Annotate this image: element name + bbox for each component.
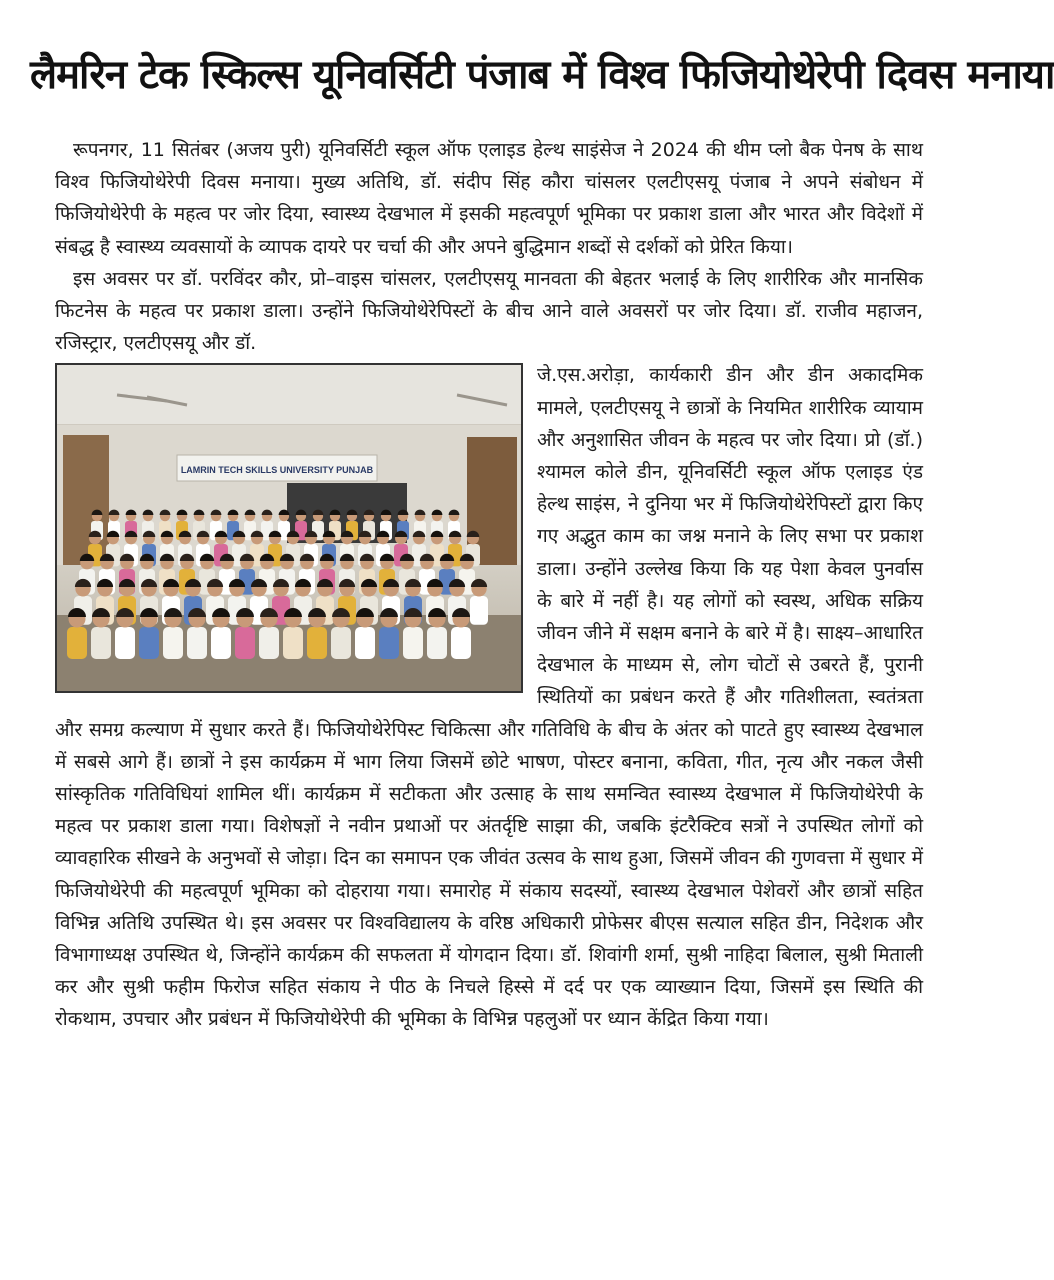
group-photo [55,363,523,693]
person-figure [470,596,488,625]
person-figure [235,627,255,659]
person-figure [67,627,87,659]
person-figure [115,627,135,659]
person-figure [451,627,471,659]
article-paragraph: जे.एस.अरोड़ा, कार्यकारी डीन और डीन अकादमिक मामले, एलटीएसयू ने छात्रों के नियमित शारीरिक व्यायाम और अनुशासित जीवन के महत्व पर जोर दिया। प्रो (डॉ.) श्यामल कोले डीन, यूनिवर्सिटी स्कूल ऑफ एलाइड एंड हेल्थ साइंस, ने दुनिया भर में फिजियोथेरेपिस्टों द्वारा किए गए अद्भुत काम का जश्न मनाने के लिए सभा पर प्रकाश डाला। उन्होंने उल्लेख किया कि यह पेशा केवल पुनर्वास के बारे में नहीं है। यह लोगों को स्वस्थ, अधिक सक्रिय जीवन जीने में सक्षम बनाने के बारे में है। साक्ष्य–आधारित देखभाल के माध्यम से, लोग चोटों से उबरते हैं, पुरानी स्थितियों का प्रबंधन करते हैं और गतिशीलता, स्वतंत्रता और समग्र कल्याण में सुधार करते हैं। फिजियोथेरेपिस्ट चिकित्सा और गतिविधि के बीच के अंतर को पाटते हुए स्वास्थ्य देखभाल में सबसे आगे हैं। छात्रों ने इस कार्यक्रम में भाग लिया जिसमें छोटे भाषण, पोस्टर बनाना, कविता, गीत, नृत्य और नकल जैसी सांस्कृतिक गतिविधियां शामिल थीं। कार्यक्रम में सटीकता और उत्साह के साथ समन्वित स्वास्थ्य देखभाल में फिजियोथेरेपी के महत्व पर प्रकाश डाला गया। विशेषज्ञों ने नवीन प्रथाओं पर अंतर्दृष्टि साझा की, जबकि इंटरैक्टिव सत्रों ने उपस्थित लोगों को व्यावहारिक सीखने के अनुभवों से जोड़ा। दिन का समापन एक जीवंत उत्सव के साथ हुआ, जिसमें जीवन की गुणवत्ता में सुधार में फिजियोथेरेपी की महत्वपूर्ण भूमिका को दोहराया गया। समारोह में संकाय सदस्यों, स्वास्थ्य देखभाल पेशेवरों और छात्रों सहित विभिन्न अतिथि उपस्थित थे। इस अवसर पर विश्वविद्यालय के वरिष्ठ अधिकारी प्रोफेसर बीएस सत्याल सहित डीन, निदेशक और विभागाध्यक्ष उपस्थित थे, जिन्होंने कार्यक्रम की सफलता में योगदान दिया। डॉ. शिवांगी शर्मा, सुश्री नाहिदा बिलाल, सुश्री मिताली कर और सुश्री फहीम फिरोज सहित संकाय ने पीठ के निचले हिस्से में दर्द पर एक व्याख्यान दिया, जिसमें इस स्थिति की रोकथाम, उपचार और प्रबंधन में फिजियोथेरेपी की भूमिका के विभिन्न पहलुओं पर ध्यान केंद्रित किया गया। [55,364,923,1031]
person-figure [163,627,183,659]
person-figure [211,627,231,659]
group-photo-illustration [57,365,521,691]
person-figure [139,627,159,659]
article-paragraph: इस अवसर पर डॉ. परविंदर कौर, प्रो–वाइस चांसलर, एलटीएसयू मानवता की बेहतर भलाई के लिए शारीरिक और मानसिक फिटनेस के महत्व पर प्रकाश डाला। उन्होंने फिजियोथेरेपिस्टों के बीच आने वाले अवसरों पर जोर दिया। डॉ. राजीव महाजन, रजिस्ट्रार, एलटीएसयू और डॉ. [55,267,923,355]
person-figure [91,627,111,659]
article-body [55,134,923,1036]
person-figure [259,627,279,659]
person-figure [403,627,423,659]
photo-banner-text: LAMRIN TECH SKILLS UNIVERSITY PUNJAB [180,465,374,476]
person-figure [187,627,207,659]
person-figure [427,627,447,659]
person-figure [307,627,327,659]
person-figure [331,627,351,659]
article-headline: लैमरिन टेक स्किल्स यूनिवर्सिटी पंजाब में विश्व फिजियोथेरेपी दिवस मनाया [30,52,1054,98]
person-figure [355,627,375,659]
person-figure [283,627,303,659]
article-paragraph: रूपनगर, 11 सितंबर (अजय पुरी) यूनिवर्सिटी स्कूल ऑफ एलाइड हेल्थ साइंसेज ने 2024 की थीम प्लो बैक पेनष के साथ विश्व फिजियोथेरेपी दिवस मनाया। मुख्य अतिथि, डॉ. संदीप सिंह कौरा चांसलर एलटीएसयू पंजाब ने अपने संबोधन में फिजियोथेरेपी के महत्व पर जोर दिया, स्वास्थ्य देखभाल में इसकी महत्वपूर्ण भूमिका पर प्रकाश डाला और भारत और विदेशों में संबद्ध है स्वास्थ्य व्यवसायों के व्यापक दायरे पर चर्चा की और अपने बुद्धिमान शब्दों से दर्शकों को प्रेरित किया। [55,139,923,258]
person-figure [379,627,399,659]
